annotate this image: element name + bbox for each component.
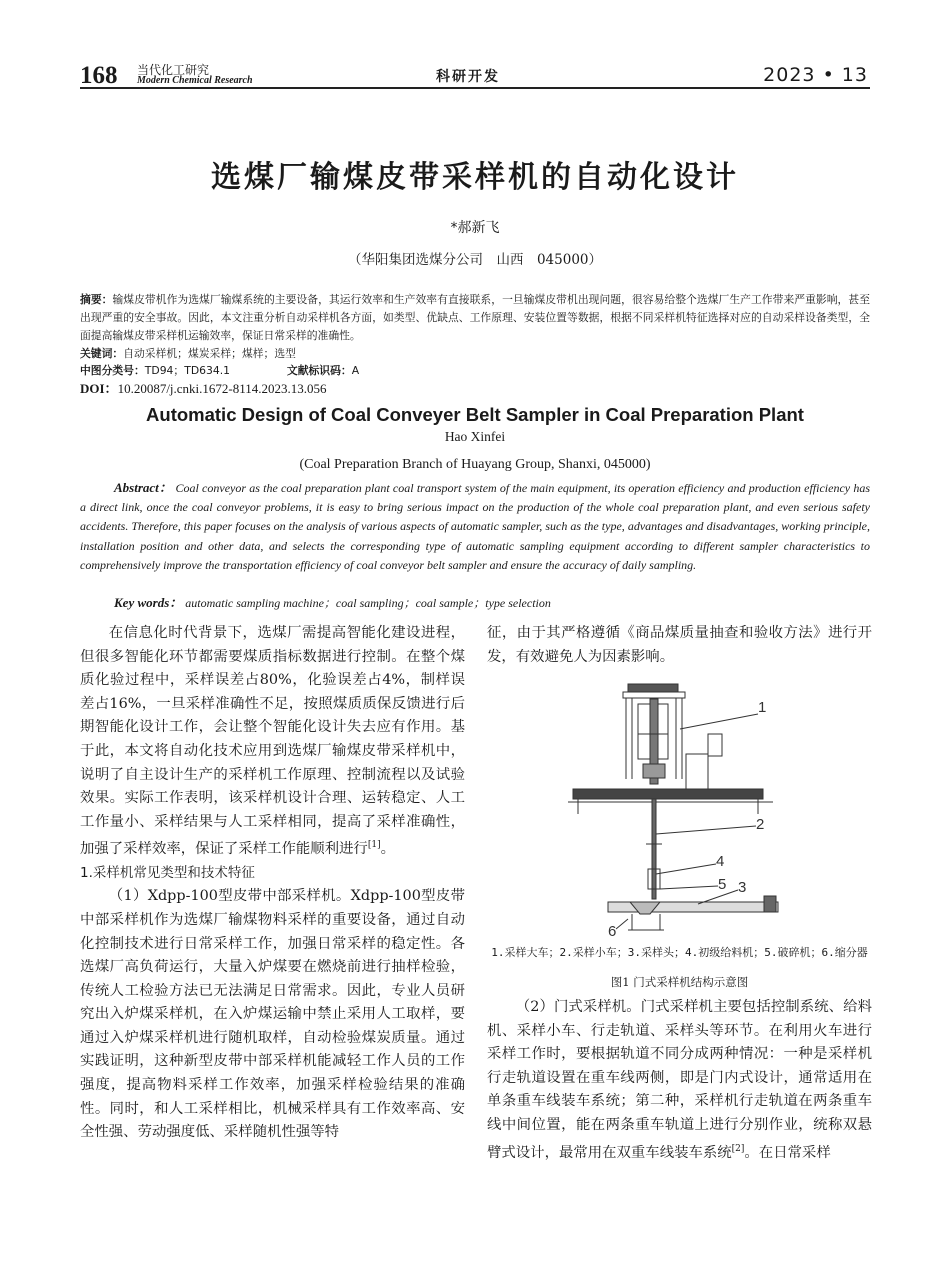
figure-legend: 1.采样大车；2.采样小车；3.采样头；4.初级给料机；5.破碎机；6.缩分器	[491, 946, 868, 959]
keywords-cn	[80, 345, 870, 363]
section-heading-1: 1.采样机常见类型和技术特征	[80, 864, 255, 881]
citation-2: [2]	[731, 1143, 745, 1154]
abstract-cn-label: 摘要：	[80, 293, 113, 306]
section-name: 科研开发	[436, 69, 500, 85]
figure-caption: 图1 门式采样机结构示意图	[610, 975, 749, 989]
abstract-cn	[80, 291, 870, 345]
author: *郝新飞	[450, 220, 500, 236]
doc-code-value: A	[351, 364, 360, 377]
journal-name-en: Modern Chemical Research	[137, 75, 253, 86]
figure-label-1: 1	[758, 699, 767, 716]
body-right-column-top	[487, 622, 872, 669]
clc-value: TD94；TD634.1	[144, 364, 231, 377]
figure-label-2: 2	[756, 816, 765, 833]
english-keywords	[114, 592, 551, 611]
affiliation: （华阳集团选煤分公司 山西 045000）	[347, 252, 603, 268]
journal-name-cn: 当代化工研究	[137, 63, 210, 77]
sampler-structure-figure	[568, 674, 798, 944]
paragraph-2: （2）门式采样机。门式采样机主要包括控制系统、给料机、采样小车、行走轨道、采样头等环节。在利用火车进行采样工作时，要根据轨道不同分成两种情况：一种是采样机行走轨道设置在重车线两侧，即是门内式设计，通常适用在单条重车线装车系统；第二种，采样机行走轨道在两条重车线中间位置，能在两条重车轨道上进行分别作业，统称双悬臂式设计，最常用在双重车线装车系统[2]。在日常采样	[487, 999, 872, 1161]
body-left-column	[80, 622, 465, 1145]
english-author: Hao Xinfei	[444, 429, 506, 444]
issue-number: 2023 • 13	[763, 64, 868, 86]
intro-paragraph: 在信息化时代背景下，选煤厂需提高智能化建设进程，但很多智能化环节都需要煤质指标数据进行控制。在整个煤质化验过程中，采样误差占80%，化验误差占4%，制样误差占16%，一旦采样准确性不足，按照煤质质保反馈进行后期智能化设计工作，会让整个智能化设计失去应有作用。基于此，本文将自动化技术应用到选煤厂输煤皮带采样机中，说明了自主设计生产的采样机工作原理、控制流程以及试验效果。实际工作表明，该采样机设计合理、运转稳定、人工工作量小、采样结果与人工采样相同，提高了采样准确性，加强了采样效率，保证了采样工作能顺利进行[1]。	[80, 625, 465, 858]
paragraph-1: （1）Xdpp-100型皮带中部采样机。Xdpp-100型皮带中部采样机作为选煤厂输煤物料采样的重要设备，通过自动化控制技术进行日常采样工作，加强日常采样的稳定性。各选煤厂高负荷运行，大量入炉煤要在燃烧前进行抽样检验，传统人工检验方法已无法满足日常需求。因此，专业人员研究出入炉煤采样机，在入炉煤运输中禁止采用人工取样，要通过入炉煤采样机进行随机取样，自动检验煤炭质量。通过实践证明，这种新型皮带中部采样机能减轻工作人员的工作强度，提高物料采样工作效率，加强采样检验结果的准确性。同时，和人工采样相比，机械采样具有工作效率高、安全性强、劳动强度低、采样随机性强等特	[80, 888, 465, 1141]
english-affiliation: (Coal Preparation Branch of Huayang Group, Shanxi, 045000)	[299, 457, 651, 472]
clc-label: 中图分类号：	[80, 364, 145, 377]
citation-1: [1]	[367, 840, 381, 851]
page-number: 168	[80, 62, 118, 89]
english-abstract	[80, 478, 870, 575]
keywords-cn-text: 自动采样机；煤炭采样；煤样；选型	[123, 347, 296, 360]
doc-code-label: 文献标识码：	[286, 364, 352, 377]
abstract-cn-text: 输煤皮带机作为选煤厂输煤系统的主要设备，其运行效率和生产效率有直接联系，一旦输煤皮带机出现问题，很容易给整个选煤厂生产工作带来严重影响，甚至出现严重的安全事故。因此，本文注重分析自动采样机各方面，如类型、优缺点、工作原理、安装位置等数据，根据不同采样机特征选择对应的自动采样设备类型，全面提高输煤皮带采样机运输效率，保证日常采样的准确性。	[80, 293, 870, 342]
paragraph-1-continued: 征，由于其严格遵循《商品煤质量抽查和验收方法》进行开发，有效避免人为因素影响。	[487, 625, 872, 665]
doi-value: 10.20087/j.cnki.1672-8114.2023.13.056	[117, 381, 327, 396]
english-abstract-label: Abstract：	[114, 480, 173, 495]
english-keywords-label: Key words：	[114, 595, 183, 610]
classification	[80, 362, 870, 380]
english-title: Automatic Design of Coal Conveyer Belt Sampler in Coal Preparation Plant	[146, 404, 804, 425]
english-keywords-text: automatic sampling machine；coal sampling；coal sample；type selection	[185, 596, 551, 610]
header-rule	[80, 87, 870, 89]
paper-title: 选煤厂输煤皮带采样机的自动化设计	[211, 160, 739, 195]
figure-label-3: 3	[738, 879, 747, 896]
figure-label-5: 5	[718, 876, 727, 893]
keywords-cn-label: 关键词：	[80, 347, 124, 360]
body-right-column-bottom	[487, 996, 872, 1165]
english-abstract-text: Coal conveyor as the coal preparation plant coal transport system of the main equipment, its operation efficiency and production efficiency has a direct link, once the coal conveyor problems, it is easy to bring serious impact on the production of the whole coal preparation plant, and even serious safety accidents. Therefore, this paper focuses on the analysis of various aspects of automatic sampler, such as the type, advantages and disadvantages, working principle, installation position and other data, and selects the corresponding type of automatic sampling equipment according to different sampler characteristics to comprehensively improve the transportation efficiency of coal conveyor belt sampler and ensure the accuracy of daily sampling.	[80, 481, 871, 572]
figure-label-6: 6	[608, 923, 617, 940]
figure-label-4: 4	[716, 853, 725, 870]
doi	[80, 380, 870, 398]
doi-label: DOI：	[80, 381, 118, 396]
